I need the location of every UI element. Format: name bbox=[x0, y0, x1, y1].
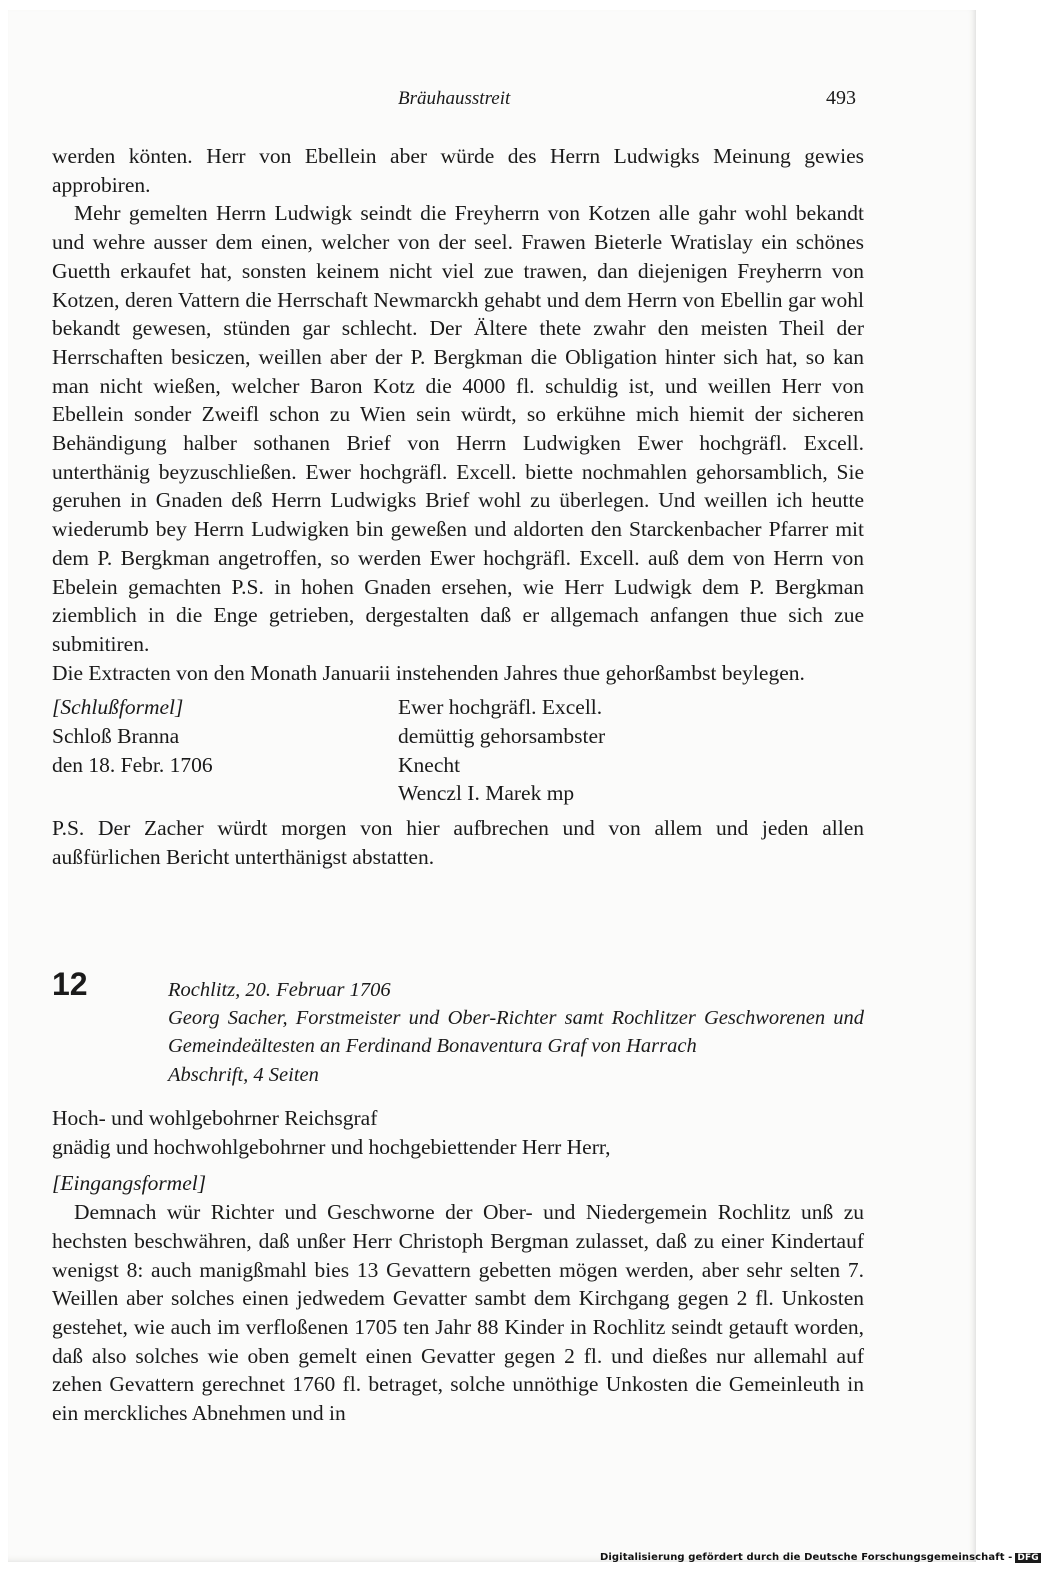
document-copy-note: Abschrift, 4 Seiten bbox=[168, 1063, 319, 1086]
closing-signature: Wenczl I. Marek mp bbox=[398, 781, 575, 806]
opening-formula: [Eingangsformel] bbox=[52, 1171, 207, 1196]
closing-servant: Knecht bbox=[398, 752, 461, 777]
letter-text bbox=[52, 142, 864, 872]
closing-salutation: Ewer hochgräfl. Excell. bbox=[398, 695, 603, 720]
footer-text: Digitalisierung gefördert durch die Deutsche Forschungsgemeinschaft - bbox=[600, 1552, 1013, 1563]
address-line: gnädig und hochwohlgebohrner und hochgebiettender Herr Herr, bbox=[52, 1134, 611, 1159]
postscript: P.S. Der Zacher würdt morgen von hier aufbrechen und von allem und jeden allen außfürlichen Bericht unterthänigst abstatten. bbox=[52, 816, 864, 869]
paragraph: Mehr gemelten Herrn Ludwigk seindt die Freyherrn von Kotzen alle gahr wohl bekandt und wehre ausser dem einen, welcher von der seel. Frawen Bieterle Wratislay ein schönes Guetth erkaufet hat, sonsten keinem nicht viel zue trawen, dan diejenigen Freyherrn von Kotzen, deren Vattern die Herrschaft Newmarckh gehabt und dem Herrn von Ebellin gar wohl bekandt gewesen, stünden gar schlecht. Der Ältere thete zwahr den meisten Theil der Herrschaften besiczen, weillen aber der P. Bergkman die Obligation hinter sich hat, so kan man nicht wießen, welcher Baron Kotz die 4000 fl. schuldig ist, und weillen Herr von Ebellein sonder Zweifl schon zu Wien sein würdt, so erkühne mich hiemit der sicheren Behändigung halber sothanen Brief von Herrn Ludwigken Ewer hochgräfl. Excell. unterthänig beyzuschließen. Ewer hochgräfl. Excell. biette nochmahlen gehorsamblich, Sie geruhen in Gnaden deß Herrn Ludwigks Brief wohl zu überlegen. Und weillen ich heutte wiederumb bey Herrn Ludwigken bin geweßen und aldorten den Starckenbacher Pfarrer mit dem P. Bergkman angetroffen, so werden Ewer hochgräfl. Excell. auß dem von Herrn von Ebelein gemachten P.S. in hohen Gnaden ersehen, wie Herr Ludwigk dem P. Bergkman ziemblich in die Enge getrieben, dergestalten daß er allgemach anfangen thue sich zue submitiren. bbox=[52, 201, 864, 656]
digitization-footer bbox=[600, 1552, 1041, 1563]
closing-place: Schloß Branna bbox=[52, 724, 180, 749]
document-body: Demnach wür Richter und Geschworne der Ober- und Niedergemein Rochlitz unß zu hechsten beschwähren, daß unßer Herr Christoph Bergman zulasset, daß zu einer Kindertauf wenigst 8: auch manigßmahl bies 13 Gevattern gebetten mögen werden, aber sehr selten 7. Weillen aber solches einen jedwedem Gevatter sambt dem Kirchgang gegen 2 fl. Unkosten gestehet, wie auch im verfloßenen 1705 ten Jahr 88 Kinder in Rochlitz seindt getauft worden, daß also solches wie oben gemelt einen Gevatter gegen 2 fl. und dießes nur allemahl auf zehen Gevattern gerechnet 1760 fl. betraget, solche unnöthige Unkosten die Gemeinleuth in ein merckliches Abnehmen und in bbox=[52, 1200, 864, 1426]
closing-formula: [Schlußformel] bbox=[52, 695, 184, 720]
document-header bbox=[168, 976, 864, 1089]
document-parties: Georg Sacher, Forstmeister und Ober-Richter samt Rochlitzer Geschworenen und Gemeindeältesten an Ferdinand Bonaventura Graf von Harrach bbox=[168, 1007, 864, 1058]
closing-humble: demüttig gehorsambster bbox=[398, 724, 606, 749]
page-number: 493 bbox=[826, 87, 856, 109]
document-number: 12 bbox=[52, 966, 88, 1002]
closing-date: den 18. Febr. 1706 bbox=[52, 752, 213, 777]
document-place-date: Rochlitz, 20. Februar 1706 bbox=[168, 979, 391, 1001]
closing-block bbox=[52, 693, 864, 808]
paragraph: Die Extracten von den Monath Januarii instehenden Jahres thue gehorßambst beylegen. bbox=[52, 660, 805, 685]
document-12-text bbox=[52, 1104, 864, 1428]
dfg-logo: DFG bbox=[1017, 1553, 1039, 1563]
paragraph: werden könten. Herr von Ebellein aber würde des Herrn Ludwigks Meinung gewies approbiren. bbox=[52, 144, 864, 197]
running-head: Bräuhausstreit bbox=[398, 88, 511, 109]
address-line: Hoch- und wohlgebohrner Reichsgraf bbox=[52, 1106, 378, 1130]
